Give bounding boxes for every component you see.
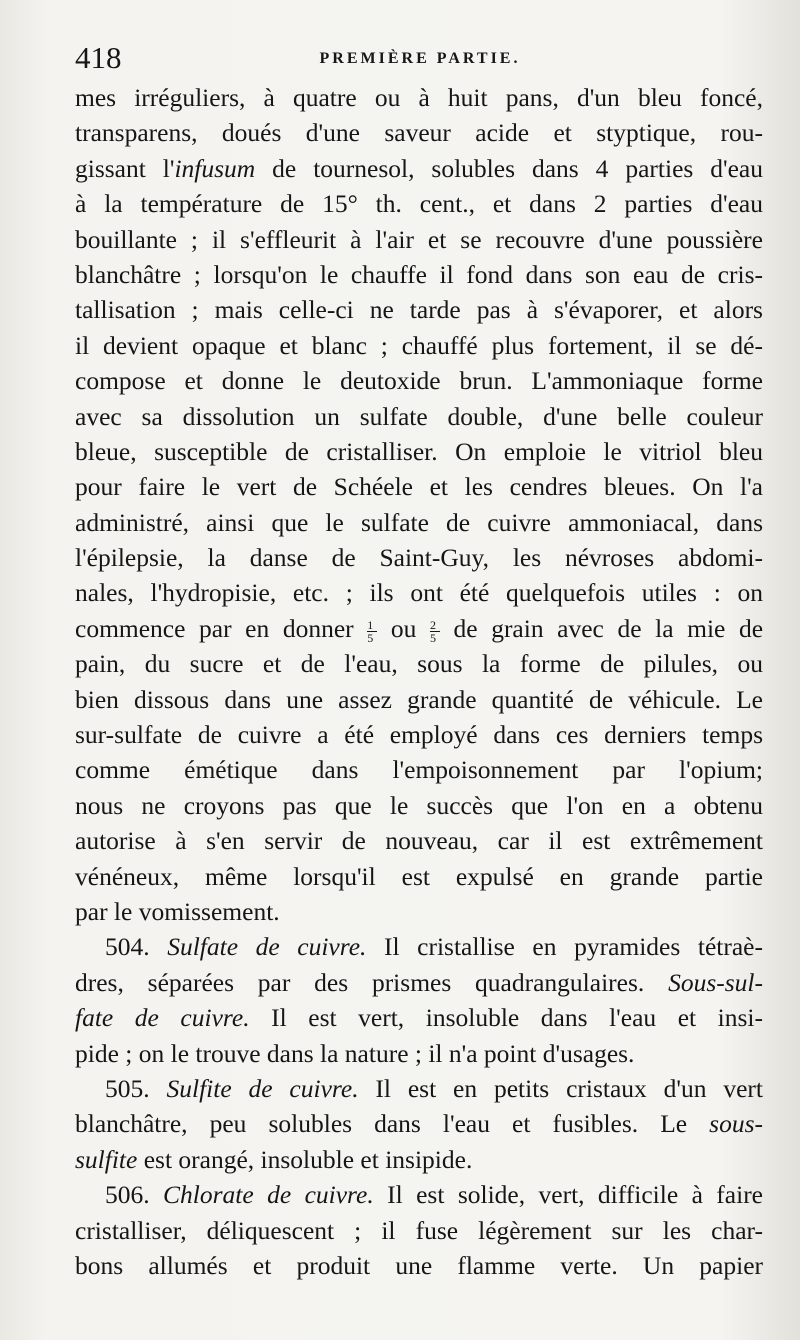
text-line: bien dissous dans une assez grande quantité de véhicule. Le — [75, 684, 763, 714]
section-504: 504. Sulfate de cuivre. Il cristallise en pyramides tétraè- — [105, 932, 763, 962]
text-line: comme émétique dans l'empoisonnement par l'opium; — [75, 755, 763, 785]
fraction: $\frac{1}{5}$ — [367, 619, 377, 644]
text-line: pain, du sucre et de l'eau, sous la forme de pilules, ou — [75, 649, 763, 679]
text-line: cristalliser, déliquescent ; il fuse légèrement sur les char- — [75, 1215, 763, 1245]
fraction: $\frac{2}{5}$ — [430, 619, 440, 644]
text-line: nales, l'hydropisie, etc. ; ils ont été quelquefois utiles : on — [75, 578, 763, 608]
text-line: administré, ainsi que le sulfate de cuivre ammoniacal, dans — [75, 507, 763, 537]
text-line: compose et donne le deutoxide brun. L'ammoniaque forme — [75, 366, 763, 396]
text-line: bons allumés et produit une flamme verte. Un papier — [75, 1250, 763, 1280]
text-line: commence par en donner $\frac{1}{5}$ ou $\frac{2}{5}$ de grain avec de la mie de — [75, 613, 764, 645]
text-line: fate de cuivre. Il est vert, insoluble dans l'eau et insi- — [75, 1003, 764, 1033]
italic-term: infusum — [174, 153, 256, 183]
section-title: Chlorate de cuivre. — [163, 1180, 374, 1210]
text-line: bouillante ; il s'effleurit à l'air et se recouvre d'une poussière — [75, 224, 763, 254]
page-header — [75, 40, 765, 80]
text-line: avec sa dissolution un sulfate double, d'une belle couleur — [75, 401, 763, 431]
text-line: il devient opaque et blanc ; chauffé plus fortement, il se dé- — [75, 330, 763, 360]
text-line: dres, séparées par des prismes quadrangulaires. Sous-sul- — [75, 967, 763, 997]
text-line: blanchâtre ; lorsqu'on le chauffe il fond dans son eau de cris- — [75, 259, 763, 289]
page-number: 418 — [75, 40, 122, 75]
text-line: tallisation ; mais celle-ci ne tarde pas à s'évaporer, et alors — [75, 295, 763, 325]
section-title: Sulfite de cuivre. — [166, 1073, 359, 1103]
text-line: pide ; on le trouve dans la nature ; il n'a point d'usages. — [75, 1038, 635, 1068]
text-line: nous ne croyons pas que le succès que l'on en a obtenu — [75, 790, 763, 820]
text-line: bleue, susceptible de cristalliser. On emploie le vitriol bleu — [75, 436, 763, 466]
text-line: blanchâtre, peu solubles dans l'eau et fusibles. Le sous- — [75, 1109, 763, 1139]
text-line: sur-sulfate de cuivre a été employé dans ces derniers temps — [75, 720, 763, 750]
text-line: pour faire le vert de Schéele et les cendres bleues. On l'a — [75, 472, 763, 502]
text-line: vénéneux, même lorsqu'il est expulsé en grande partie — [75, 861, 763, 891]
text-line: par le vomissement. — [75, 896, 280, 926]
text-line: transparens, doués d'une saveur acide et styptique, rou- — [75, 118, 763, 148]
text-line: à la température de 15° th. cent., et dans 2 parties d'eau — [75, 189, 763, 219]
section-505: 505. Sulfite de cuivre. Il est en petits cristaux d'un vert — [105, 1073, 763, 1103]
section-506: 506. Chlorate de cuivre. Il est solide, vert, difficile à faire — [105, 1180, 763, 1210]
text-line: autorise à s'en servir de nouveau, car il est extrêmement — [75, 826, 763, 856]
body-text — [75, 80, 763, 1283]
text-line: mes irréguliers, à quatre ou à huit pans, d'un bleu foncé, — [75, 83, 763, 112]
text-line: l'épilepsie, la danse de Saint-Guy, les névroses abdomi- — [75, 543, 763, 573]
text-line: sulfite est orangé, insoluble et insipide. — [75, 1144, 473, 1174]
running-head: PREMIÈRE PARTIE. — [319, 50, 521, 67]
text-line: gissant l'infusum de tournesol, solubles dans 4 parties d'eau — [75, 153, 764, 183]
section-title: Sulfate de cuivre. — [167, 932, 367, 962]
